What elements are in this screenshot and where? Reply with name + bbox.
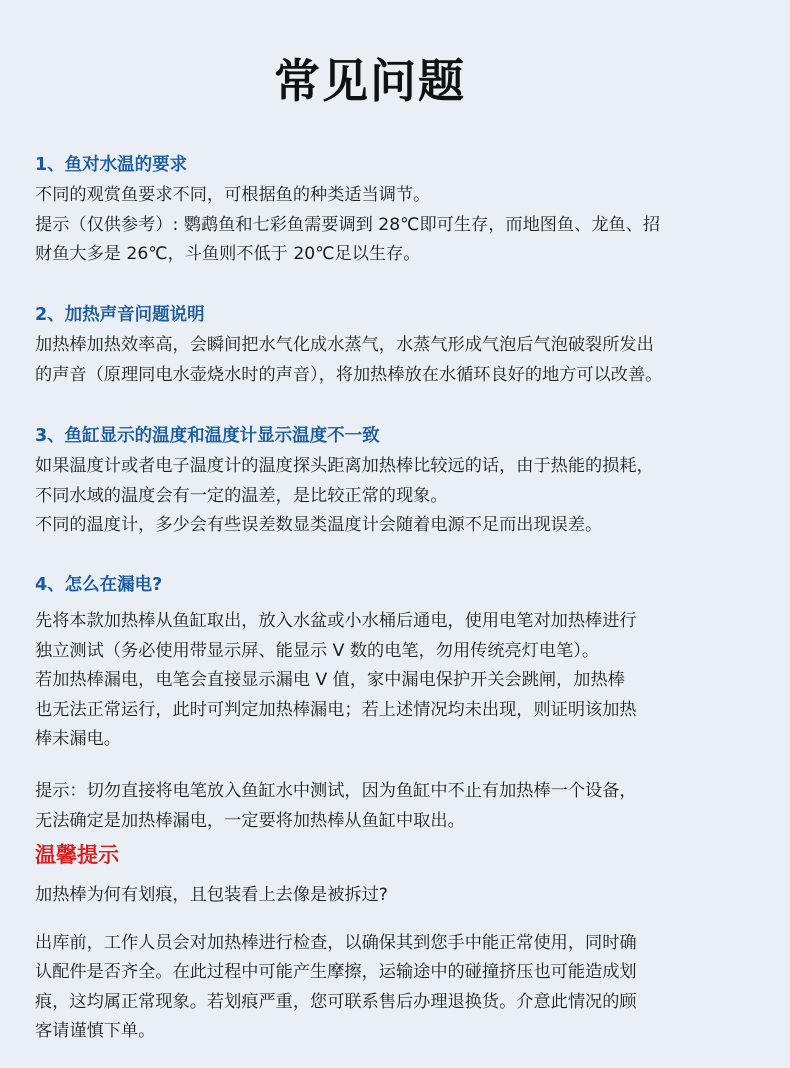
note-text-line: 无法确定是加热棒漏电，一定要将加热棒从鱼缸中取出。: [35, 810, 465, 831]
section-heading: 2、加热声音问题说明: [35, 305, 205, 325]
note-text-line: 提示：切勿直接将电笔放入鱼缸水中测试，因为鱼缸中不止有加热棒一个设备，: [35, 780, 637, 801]
tips-answer-line: 客请谨慎下单。: [35, 1021, 156, 1042]
faq-section-water-temperature: [35, 152, 765, 270]
section-text-line: 不同的温度计，多少会有些误差数显类温度计会随着电源不足而出现误差。: [35, 515, 603, 536]
tips-section: [35, 840, 765, 1047]
section-text-line: 财鱼大多是 26℃，斗鱼则不低于 20℃足以生存。: [35, 244, 421, 265]
section-text-line: 棒未漏电。: [35, 729, 121, 750]
page-title: 常见问题: [274, 54, 466, 108]
section-text-line: 先将本款加热棒从鱼缸取出，放入水盆或小水桶后通电，使用电笔对加热棒进行: [35, 611, 637, 631]
section-heading: 3、鱼缸显示的温度和温度计显示温度不一致: [35, 426, 380, 446]
section-text-line: 不同的观赏鱼要求不同，可根据鱼的种类适当调节。: [35, 185, 431, 205]
tips-heading: 温馨提示: [35, 843, 119, 867]
section-text-line: 如果温度计或者电子温度计的温度探头距离加热棒比较远的话，由于热能的损耗，: [35, 456, 654, 476]
faq-section-heater-sound: [35, 302, 765, 390]
section-heading: 4、怎么在漏电?: [35, 575, 163, 595]
tips-answer-line: 认配件是否齐全。在此过程中可能产生摩擦，运输途中的碰撞挤压也可能造成划: [35, 962, 637, 983]
tips-answer-line: 痕，这均属正常现象。若划痕严重，您可联系售后办理退换货。介意此情况的顾: [35, 991, 637, 1012]
section-text-line: 也无法正常运行，此时可判定加热棒漏电；若上述情况均未出现，则证明该加热: [35, 699, 637, 720]
section-heading: 1、鱼对水温的要求: [35, 155, 188, 175]
tips-answer-line: 出库前，工作人员会对加热棒进行检查，以确保其到您手中能正常使用，同时确: [35, 932, 637, 953]
section-text-line: 独立测试（务必使用带显示屏、能显示 V 数的电笔，勿用传统亮灯电笔）。: [35, 640, 600, 661]
section-text-line: 不同水域的温度会有一定的温差，是比较正常的现象。: [35, 485, 448, 506]
section-text-line: 若加热棒漏电，电笔会直接显示漏电 V 值，家中漏电保护开关会跳闸，加热棒: [35, 670, 625, 691]
tips-question: 加热棒为何有划痕，且包装看上去像是被拆过?: [35, 885, 388, 905]
faq-section-temperature-mismatch: [35, 423, 765, 541]
section-text-line: 提示（仅供参考）: 鹦鹉鱼和七彩鱼需要调到 28℃即可生存，而地图鱼、龙鱼、招: [35, 214, 661, 235]
faq-section-leakage: [35, 572, 765, 836]
section-text-line: 加热棒加热效率高，会瞬间把水气化成水蒸气，水蒸气形成气泡后气泡破裂所发出: [35, 335, 654, 355]
section-text-line: 的声音（原理同电水壶烧水时的声音），将加热棒放在水循环良好的地方可以改善。: [35, 364, 663, 385]
